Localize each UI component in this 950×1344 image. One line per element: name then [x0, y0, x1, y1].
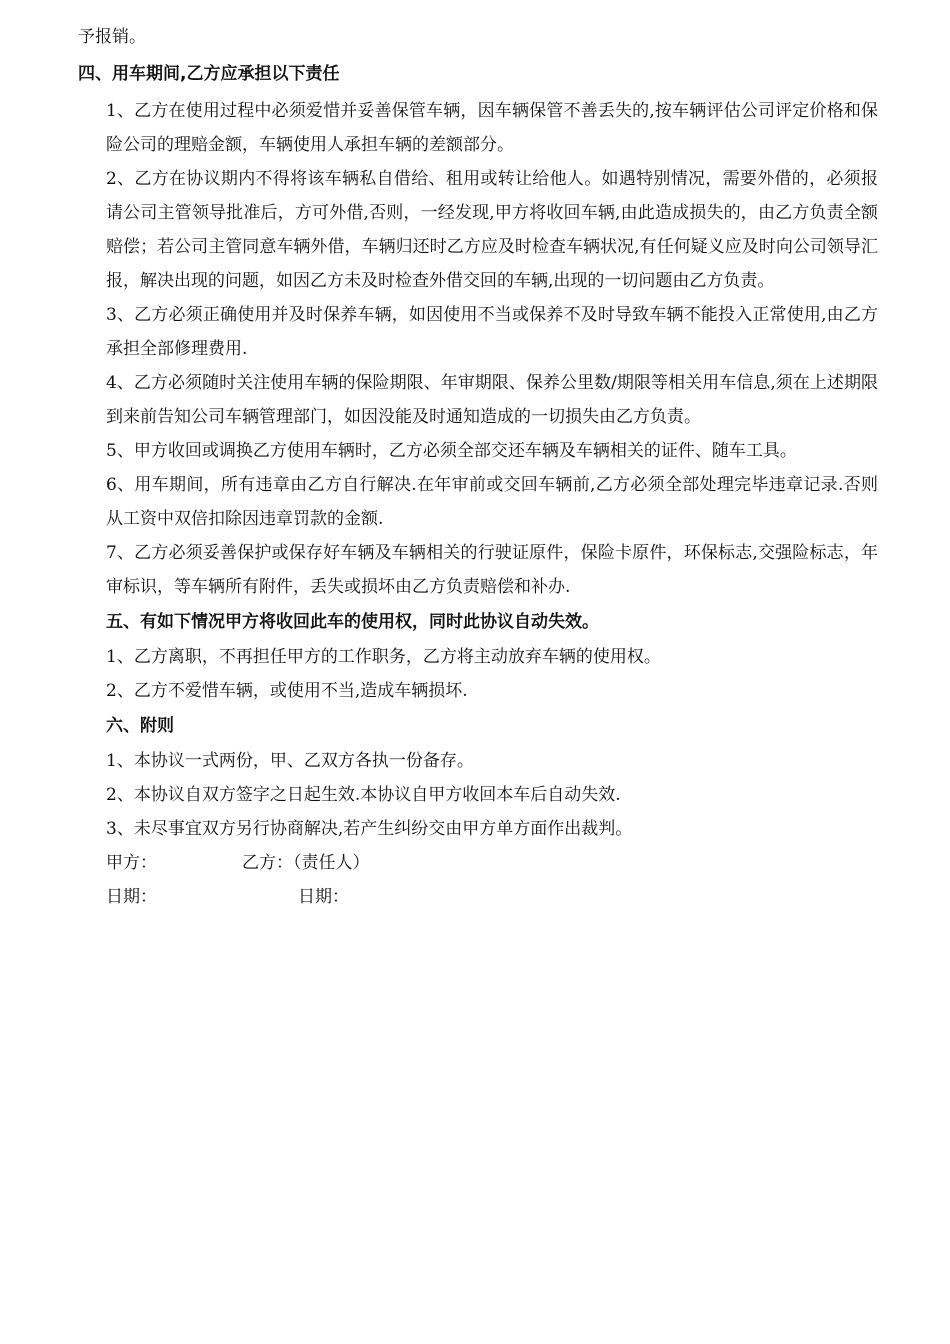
- section-4-list: [78, 94, 878, 604]
- signature-block: [78, 846, 878, 914]
- section-4-item: 5、甲方收回或调换乙方使用车辆时，乙方必须全部交还车辆及车辆相关的证件、随车工具。: [106, 441, 797, 461]
- section-5-item: 1、乙方离职，不再担任甲方的工作职务，乙方将主动放弃车辆的使用权。: [106, 647, 661, 667]
- signature-dates-row: [78, 880, 878, 914]
- date-b-label: 日期：: [298, 887, 349, 907]
- section-6-item: 2、本协议自双方签字之日起生效.本协议自甲方收回本车后自动失效.: [106, 785, 621, 805]
- document-page: [78, 20, 878, 914]
- party-b-label: 乙方：（责任人）: [242, 853, 370, 873]
- section-4-item: 6、用车期间，所有违章由乙方自行解决.在年审前或交回车辆前,乙方必须全部处理完毕违章记录.否则从工资中双倍扣除因违章罚款的金额.: [106, 475, 878, 529]
- lead-in-text: 予报销。: [78, 27, 146, 47]
- section-5-item: 2、乙方不爱惜车辆，或使用不当,造成车辆损坏.: [106, 681, 468, 701]
- date-a-label: 日期：: [106, 887, 157, 907]
- section-6-item: 1、本协议一式两份，甲、乙双方各执一份备存。: [106, 751, 474, 771]
- section-4-item: 2、乙方在协议期内不得将该车辆私自借给、租用或转让给他人。如遇特别情况，需要外借的，必须报请公司主管领导批准后，方可外借,否则，一经发现,甲方将收回车辆,由此造成损失的，由乙方负责全额赔偿；若公司主管同意车辆外借，车辆归还时乙方应及时检查车辆状况,有任何疑义应及时向公司领导汇报，解决出现的问题，如因乙方未及时检查外借交回的车辆,出现的一切问题由乙方负责。: [106, 169, 878, 291]
- section-6-list: [78, 744, 878, 846]
- section-4-item: 3、乙方必须正确使用并及时保养车辆，如因使用不当或保养不及时导致车辆不能投入正常使用,由乙方承担全部修理费用.: [106, 305, 878, 359]
- section-4-item: 7、乙方必须妥善保护或保存好车辆及车辆相关的行驶证原件，保险卡原件，环保标志,交强险标志，年审标识，等车辆所有附件，丢失或损坏由乙方负责赔偿和补办.: [106, 543, 878, 597]
- section-4-item: 4、乙方必须随时关注使用车辆的保险期限、年审期限、保养公里数/期限等相关用车信息,须在上述期限到来前告知公司车辆管理部门，如因没能及时通知造成的一切损失由乙方负责。: [106, 373, 878, 427]
- party-a-label: 甲方：: [106, 853, 157, 873]
- section-4-item: 1、乙方在使用过程中必须爱惜并妥善保管车辆，因车辆保管不善丢失的,按车辆评估公司评定价格和保险公司的理赔金额，车辆使用人承担车辆的差额部分。: [106, 101, 878, 155]
- section-5-heading: 五、有如下情况甲方将收回此车的使用权，同时此协议自动失效。: [106, 612, 599, 632]
- section-6-heading: 六、附则: [106, 716, 174, 736]
- section-4-heading: 四、用车期间,乙方应承担以下责任: [78, 64, 340, 84]
- section-5-list: [78, 640, 878, 708]
- signature-parties-row: [78, 846, 878, 880]
- section-6-item: 3、未尽事宜双方另行协商解决,若产生纠纷交由甲方单方面作出裁判。: [106, 819, 633, 839]
